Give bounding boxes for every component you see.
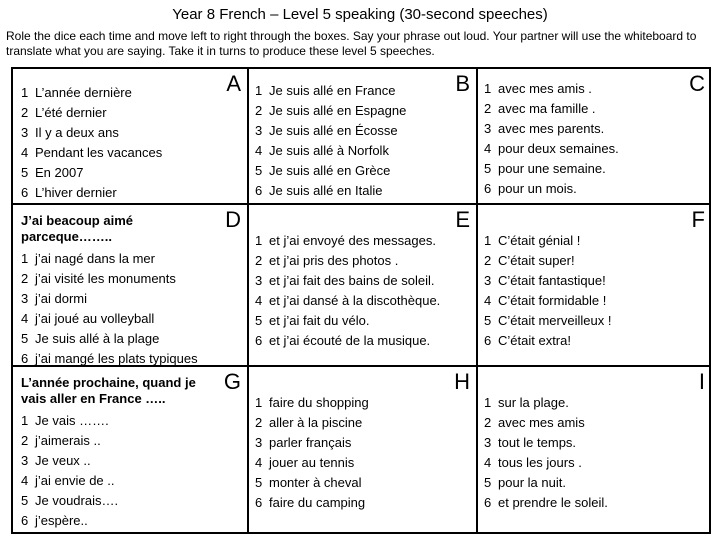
phrase-number: 2 xyxy=(255,103,263,118)
phrase-text: C’était fantastique! xyxy=(498,273,606,288)
phrase-item xyxy=(21,143,241,163)
phrase-number: 4 xyxy=(255,143,263,158)
phrase-item xyxy=(484,139,705,159)
phrase-text: avec mes parents. xyxy=(498,121,605,136)
box-a xyxy=(13,69,247,203)
phrase-text: En 2007 xyxy=(35,165,84,180)
phrase-number: 1 xyxy=(484,81,492,96)
phrase-number: 5 xyxy=(484,475,492,490)
phrase-item xyxy=(21,431,241,451)
phrase-item xyxy=(255,251,470,271)
phrase-number: 3 xyxy=(255,273,263,288)
phrase-number: 3 xyxy=(21,125,29,140)
phrase-item xyxy=(255,161,470,181)
phrase-item xyxy=(21,269,241,289)
phrase-item xyxy=(255,311,470,331)
phrase-number: 4 xyxy=(21,145,29,160)
box-letter-h: H xyxy=(454,369,470,394)
phrase-item xyxy=(21,123,241,143)
box-letter-a: A xyxy=(226,71,241,96)
phrase-text: pour un mois. xyxy=(498,181,577,196)
phrase-item xyxy=(484,413,705,433)
phrase-list xyxy=(21,411,241,531)
phrase-number: 1 xyxy=(484,233,492,248)
phrase-text: tous les jours . xyxy=(498,455,582,470)
phrase-number: 1 xyxy=(21,251,29,266)
instructions: Role the dice each time and move left to right through the boxes. Say your phrase out loud. Your partner will use the whiteboard to translate what you are saying. Take it in turns to produce these level 5 speeches. xyxy=(6,29,697,58)
phrase-text: Je vais ……. xyxy=(35,413,109,428)
box-i xyxy=(478,367,711,534)
phrase-number: 5 xyxy=(21,165,29,180)
phrase-number: 5 xyxy=(255,163,263,178)
phrase-list xyxy=(21,83,241,203)
phrase-item xyxy=(255,493,470,513)
phrase-text: parler français xyxy=(269,435,352,450)
phrase-item xyxy=(484,311,705,331)
phrase-list xyxy=(255,393,470,513)
phrase-text: C’était formidable ! xyxy=(498,293,607,308)
phrase-number: 1 xyxy=(21,85,29,100)
phrase-text: sur la plage. xyxy=(498,395,569,410)
phrase-number: 4 xyxy=(21,473,29,488)
phrase-text: C’était merveilleux ! xyxy=(498,313,612,328)
box-heading-g: L’année prochaine, quand je vais aller en France ….. xyxy=(21,375,196,406)
phrase-text: L’hiver dernier xyxy=(35,185,117,200)
phrase-number: 4 xyxy=(21,311,29,326)
phrase-item xyxy=(255,181,470,201)
phrase-text: et prendre le soleil. xyxy=(498,495,608,510)
phrase-list xyxy=(255,231,470,351)
phrase-text: et j’ai fait du vélo. xyxy=(269,313,370,328)
phrase-number: 2 xyxy=(484,415,492,430)
phrase-item xyxy=(21,289,241,309)
box-letter-b: B xyxy=(455,71,470,96)
phrase-item xyxy=(484,473,705,493)
phrase-number: 6 xyxy=(21,351,29,366)
phrase-item xyxy=(484,119,705,139)
phrase-item xyxy=(21,249,241,269)
phrase-item xyxy=(21,163,241,183)
phrase-number: 4 xyxy=(255,455,263,470)
phrase-number: 3 xyxy=(484,121,492,136)
phrase-item xyxy=(21,451,241,471)
phrase-item xyxy=(21,411,241,431)
phrase-number: 4 xyxy=(484,293,492,308)
phrase-text: et j’ai fait des bains de soleil. xyxy=(269,273,435,288)
box-g xyxy=(13,367,247,534)
box-c xyxy=(478,69,711,203)
phrase-number: 4 xyxy=(484,455,492,470)
phrase-number: 3 xyxy=(21,291,29,306)
phrase-text: C’était génial ! xyxy=(498,233,581,248)
phrase-number: 6 xyxy=(484,181,492,196)
phrase-list xyxy=(484,79,705,199)
phrase-item xyxy=(21,309,241,329)
phrase-list xyxy=(484,231,705,351)
phrase-number: 3 xyxy=(484,273,492,288)
box-heading-d: J’ai beacoup aimé parceque…….. xyxy=(21,213,133,244)
phrase-item xyxy=(255,141,470,161)
box-letter-d: D xyxy=(225,207,241,232)
phrase-text: L’été dernier xyxy=(35,105,107,120)
phrase-text: Je suis allé en Grèce xyxy=(269,163,391,178)
phrase-item xyxy=(484,493,705,513)
phrase-text: j’ai visité les monuments xyxy=(35,271,176,286)
phrase-number: 2 xyxy=(484,253,492,268)
phrase-number: 3 xyxy=(255,435,263,450)
box-letter-c: C xyxy=(689,71,705,96)
phrase-text: j’ai mangé les plats typiques xyxy=(35,351,198,366)
phrase-number: 6 xyxy=(21,185,29,200)
phrase-text: j’ai nagé dans la mer xyxy=(35,251,155,266)
phrase-text: avec mes amis . xyxy=(498,81,592,96)
phrase-text: j’ai dormi xyxy=(35,291,88,306)
phrase-number: 6 xyxy=(255,495,263,510)
phrase-text: et j’ai pris des photos . xyxy=(269,253,399,268)
phrase-item xyxy=(21,329,241,349)
phrase-item xyxy=(484,251,705,271)
phrase-item xyxy=(255,101,470,121)
phrase-item xyxy=(255,433,470,453)
box-d xyxy=(13,205,247,365)
phrase-number: 6 xyxy=(21,513,29,528)
phrase-item xyxy=(21,511,241,531)
phrase-item xyxy=(255,271,470,291)
phrase-text: Je suis allé en Écosse xyxy=(269,123,398,138)
phrase-number: 5 xyxy=(21,493,29,508)
phrase-number: 1 xyxy=(255,83,263,98)
phrase-number: 5 xyxy=(484,161,492,176)
phrase-number: 2 xyxy=(21,105,29,120)
phrase-item xyxy=(255,121,470,141)
phrase-item xyxy=(255,473,470,493)
phrase-text: pour une semaine. xyxy=(498,161,606,176)
phrase-number: 5 xyxy=(255,475,263,490)
box-letter-f: F xyxy=(691,207,705,232)
phrase-number: 6 xyxy=(484,333,492,348)
phrase-number: 1 xyxy=(255,233,263,248)
phrase-item xyxy=(484,433,705,453)
phrase-number: 6 xyxy=(255,183,263,198)
phrase-item xyxy=(484,79,705,99)
phrase-text: j’ai joué au volleyball xyxy=(35,311,155,326)
box-b xyxy=(249,69,476,203)
phrase-item xyxy=(255,331,470,351)
phrase-number: 4 xyxy=(255,293,263,308)
phrase-text: avec mes amis xyxy=(498,415,585,430)
phrase-text: faire du camping xyxy=(269,495,366,510)
phrase-list xyxy=(255,81,470,201)
phrase-item xyxy=(21,491,241,511)
phrase-text: tout le temps. xyxy=(498,435,577,450)
phrase-list xyxy=(484,393,705,513)
phrase-text: jouer au tennis xyxy=(269,455,355,470)
phrase-text: pour deux semaines. xyxy=(498,141,619,156)
phrase-text: faire du shopping xyxy=(269,395,369,410)
speech-grid xyxy=(11,67,711,534)
phrase-number: 2 xyxy=(255,415,263,430)
phrase-item xyxy=(484,331,705,351)
phrase-item xyxy=(484,271,705,291)
phrase-text: j’ai envie de .. xyxy=(35,473,115,488)
phrase-number: 6 xyxy=(484,495,492,510)
box-f xyxy=(478,205,711,365)
phrase-text: L’année dernière xyxy=(35,85,132,100)
box-letter-g: G xyxy=(223,369,241,394)
phrase-text: aller à la piscine xyxy=(269,415,363,430)
phrase-number: 2 xyxy=(21,271,29,286)
phrase-text: pour la nuit. xyxy=(498,475,566,490)
phrase-number: 6 xyxy=(255,333,263,348)
phrase-number: 1 xyxy=(255,395,263,410)
phrase-text: Je suis allé en France xyxy=(269,83,396,98)
phrase-text: Je suis allé en Italie xyxy=(269,183,383,198)
box-letter-e: E xyxy=(455,207,470,232)
phrase-number: 1 xyxy=(21,413,29,428)
phrase-item xyxy=(255,453,470,473)
phrase-item xyxy=(484,393,705,413)
phrase-text: Je veux .. xyxy=(35,453,91,468)
phrase-text: monter à cheval xyxy=(269,475,362,490)
phrase-number: 3 xyxy=(255,123,263,138)
phrase-number: 3 xyxy=(21,453,29,468)
phrase-item xyxy=(484,99,705,119)
phrase-number: 1 xyxy=(484,395,492,410)
phrase-text: Pendant les vacances xyxy=(35,145,163,160)
box-h xyxy=(249,367,476,534)
phrase-number: 5 xyxy=(255,313,263,328)
phrase-item xyxy=(484,159,705,179)
phrase-item xyxy=(484,453,705,473)
phrase-item xyxy=(484,179,705,199)
phrase-text: Il y a deux ans xyxy=(35,125,119,140)
phrase-item xyxy=(21,183,241,203)
phrase-text: j’aimerais .. xyxy=(35,433,101,448)
phrase-item xyxy=(255,231,470,251)
phrase-text: C’était super! xyxy=(498,253,575,268)
phrase-number: 2 xyxy=(21,433,29,448)
phrase-list xyxy=(21,249,241,369)
box-e xyxy=(249,205,476,365)
phrase-text: Je suis allé à Norfolk xyxy=(269,143,389,158)
page-title: Year 8 French – Level 5 speaking (30-second speeches) xyxy=(172,6,548,23)
phrase-number: 4 xyxy=(484,141,492,156)
box-letter-i: I xyxy=(698,369,705,394)
phrase-text: j’espère.. xyxy=(35,513,88,528)
phrase-number: 2 xyxy=(255,253,263,268)
phrase-item xyxy=(21,471,241,491)
phrase-item xyxy=(255,413,470,433)
phrase-text: Je voudrais…. xyxy=(35,493,119,508)
phrase-text: C’était extra! xyxy=(498,333,571,348)
phrase-text: et j’ai écouté de la musique. xyxy=(269,333,431,348)
phrase-item xyxy=(21,349,241,369)
phrase-item xyxy=(255,291,470,311)
phrase-item xyxy=(21,103,241,123)
phrase-text: et j’ai envoyé des messages. xyxy=(269,233,436,248)
phrase-number: 5 xyxy=(484,313,492,328)
phrase-item xyxy=(484,291,705,311)
phrase-text: Je suis allé à la plage xyxy=(35,331,160,346)
phrase-number: 5 xyxy=(21,331,29,346)
phrase-item xyxy=(484,231,705,251)
phrase-text: avec ma famille . xyxy=(498,101,596,116)
phrase-item xyxy=(21,83,241,103)
phrase-text: et j’ai dansé à la discothèque. xyxy=(269,293,441,308)
phrase-number: 3 xyxy=(484,435,492,450)
phrase-item xyxy=(255,393,470,413)
phrase-number: 2 xyxy=(484,101,492,116)
phrase-text: Je suis allé en Espagne xyxy=(269,103,407,118)
phrase-item xyxy=(255,81,470,101)
